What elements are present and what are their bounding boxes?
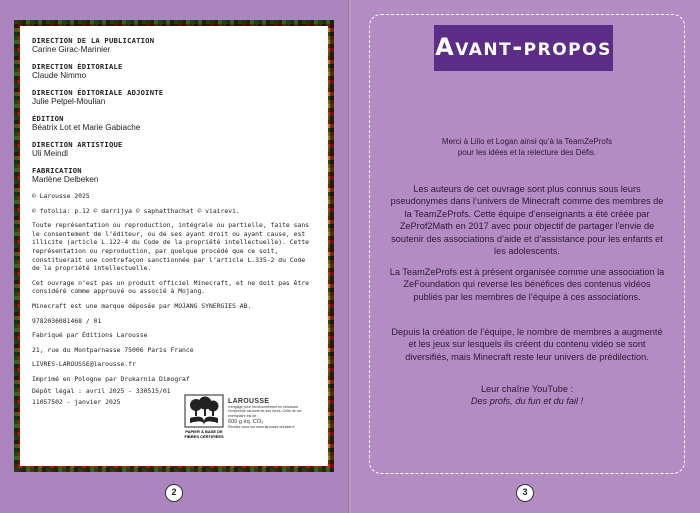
page-title: Avant-propos xyxy=(435,33,612,61)
credit-role: DIRECTION DE LA PUBLICATION xyxy=(32,36,155,45)
legal-paragraph: Toute représentation ou reproduction, intégrale ou partielle, faite sans le consentement de l’éditeur, ou de ses ayant droit ou ayant cause, est illicite (article L.122-4 du Code de la propriété intellectuelle). Cette représentation ou reproduction, par quelque procédé que ce soit, constituerait une contrefaçon sanctionnée par l’article L.335-2 du Code de la propriété intellectuelle. xyxy=(32,221,310,273)
credit-name: Marlène Delbeken xyxy=(32,175,99,184)
foreword-paragraph-3: Depuis la création de l’équipe, le nombre de membres a augmenté et les jeux sur lesquels ils créent du contenu vidéo se sont diversifiés, mais Minecraft reste leur univers de prédilection. xyxy=(391,327,663,362)
right-page xyxy=(351,0,700,513)
paper-logo-text: PAPIER À BASE DE FIBRES CERTIFIÉES xyxy=(184,429,224,439)
credit-name: Uli Meindl xyxy=(32,149,68,158)
youtube-label: Leur chaîne YouTube : xyxy=(480,384,574,394)
thanks-line: Merci à Lilio et Logan ainsi qu’à la TeamZeProfs xyxy=(441,137,613,146)
isbn: 9782036081468 / 01 xyxy=(32,316,102,325)
credit-role: DIRECTION ÉDITORIALE ADJOINTE xyxy=(32,88,164,97)
trademark-notice: Minecraft est une marque déposée par MOJANG SYNERGIES AB. xyxy=(32,301,252,310)
credit-role: ÉDITION xyxy=(32,114,64,123)
legal-deposit: Dépôt légal : avril 2025 - 330515/01 xyxy=(32,386,171,395)
youtube-channel-title: Des profs, du fun et du fail ! xyxy=(470,396,584,407)
credit-role: FABRICATION xyxy=(32,166,82,175)
youtube-block xyxy=(389,383,665,408)
larousse-url[interactable]: Rendez-vous sur www.larousse-durable.fr xyxy=(228,425,295,430)
credit-name: Carine Girac-Marinier xyxy=(32,45,111,54)
printed-line: Imprimé en Pologne par Drukarnia Dimograf xyxy=(32,374,190,383)
page-number-right: 3 xyxy=(516,484,534,502)
not-official-notice: Cet ouvrage n’est pas un produit officiel Minecraft, et ne doit pas être considéré comme approuvé ou associé à Mojang. xyxy=(32,278,310,296)
email-link[interactable]: LIVRES-LAROUSSE@larousse.fr xyxy=(32,360,136,369)
trees-book-icon xyxy=(184,394,224,428)
credit-name: Julie Pelpel-Moulian xyxy=(32,97,106,106)
larousse-commitment: s’engage pour l’environnement en réduisant l’empreinte carbone de ses livres. Celle de cet exemplaire est de : xyxy=(228,405,302,418)
thanks-note xyxy=(389,136,665,158)
title-banner xyxy=(434,25,613,71)
eco-logos xyxy=(184,394,304,458)
credit-name: Claude Nimmo xyxy=(32,71,87,80)
copyright-line: © Larousse 2025 xyxy=(32,192,90,200)
credit-role: DIRECTION ÉDITORIALE xyxy=(32,62,123,71)
left-page xyxy=(0,0,349,513)
reference-line: 11057502 - janvier 2025 xyxy=(32,398,121,407)
foreword-paragraph-1: Les auteurs de cet ouvrage sont plus connus sous leurs pseudonymes dans l’univers de Minecraft comme des membres de la TeamZeProfs. Cette équipe d’enseignants a été créée par ZeProf2Math en 2017 avec pour objectif de partager l’envie de soutenir des associations d’aide et d’assistance pour les enfants et les adolescents. xyxy=(390,184,664,257)
paper-certification-logo xyxy=(184,394,224,450)
foreword-paragraph-2: La TeamZeProfs est à présent organisée comme une association la ZeFoundation qui reverse les bénéfices des contenus vidéos publiés par les membres de l’équipe à ces associations. xyxy=(389,267,665,302)
credit-role: DIRECTION ARTISTIQUE xyxy=(32,140,123,149)
credit-name: Béatrix Lot et Marie Gabiache xyxy=(32,123,141,132)
larousse-carbon-block xyxy=(228,398,304,430)
photo-credits: © fotolia: p.12 © darrijya © saphatthachat © viairevi. xyxy=(32,206,240,215)
page-number-left: 2 xyxy=(165,484,183,502)
larousse-logo: LAROUSSE xyxy=(228,398,270,405)
thanks-line: pour les idées et la relecture des Défis. xyxy=(457,148,597,157)
address: 21, rue du Montparnasse 75006 Paris France xyxy=(32,345,194,354)
carbon-weight: 600 g éq. CO₂ xyxy=(228,419,264,426)
maker: Fabriqué par Éditions Larousse xyxy=(32,331,148,340)
